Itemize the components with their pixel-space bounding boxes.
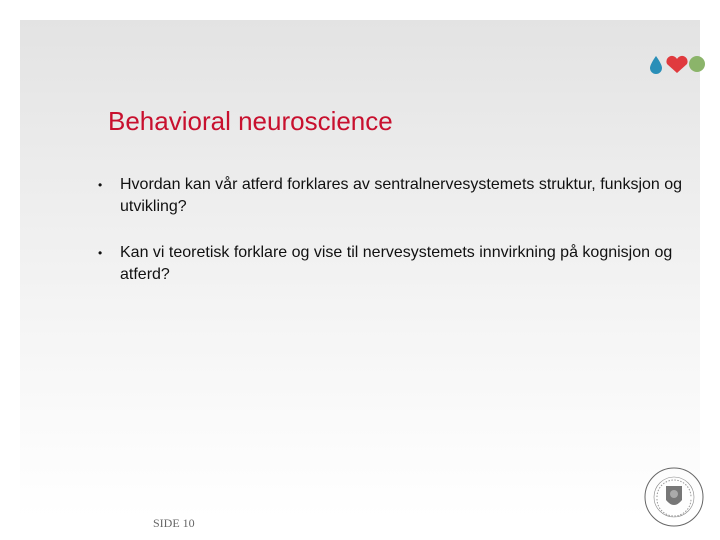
- drop-icon: [650, 56, 662, 74]
- university-seal-icon: [643, 466, 705, 528]
- slide-title: Behavioral neuroscience: [108, 106, 393, 136]
- brand-icons: [648, 53, 708, 75]
- heart-icon: [666, 56, 687, 73]
- circle-icon: [689, 56, 705, 72]
- page-number: SIDE 10: [153, 516, 195, 530]
- bullet-marker: •: [98, 246, 103, 260]
- bullet-item: [98, 174, 698, 218]
- bullet-text: Hvordan kan vår atferd forklares av sentralnervesystemets struktur, funksjon og utvikling?: [120, 176, 683, 215]
- bullet-text: Kan vi teoretisk forklare og vise til nervesystemets innvirkning på kognisjon og atferd?: [120, 244, 673, 283]
- bullet-item: [98, 242, 698, 286]
- bullet-list: [98, 174, 698, 310]
- bullet-marker: •: [98, 178, 103, 192]
- slide: [20, 20, 700, 530]
